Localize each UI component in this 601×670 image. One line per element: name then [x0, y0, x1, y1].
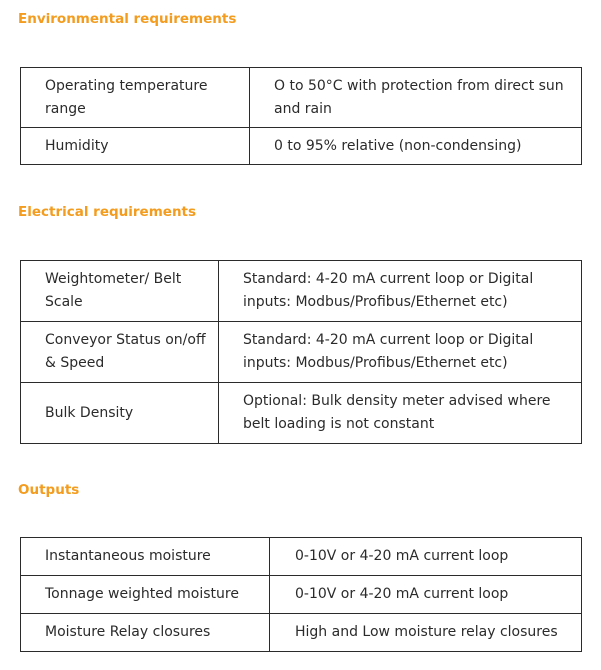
- environmental-heading: Environmental requirements: [18, 11, 237, 27]
- table-row: [21, 261, 582, 322]
- table-row: [21, 68, 582, 128]
- elec-weightometer-value: Standard: 4-20 mA current loop or Digital inputs: Modbus/Profibus/Ethernet etc): [219, 261, 582, 322]
- out-relay-value: High and Low moisture relay closures: [270, 614, 582, 652]
- outputs-heading: Outputs: [18, 482, 80, 498]
- env-temperature-value: O to 50°C with protection from direct sun and rain: [250, 68, 582, 128]
- elec-bulk-density-value: Optional: Bulk density meter advised where belt loading is not constant: [219, 383, 582, 444]
- out-instantaneous-value: 0-10V or 4-20 mA current loop: [270, 538, 582, 576]
- table-row: [21, 383, 582, 444]
- electrical-table: [20, 260, 582, 444]
- table-row: [21, 576, 582, 614]
- out-tonnage-label: Tonnage weighted moisture: [21, 576, 270, 614]
- table-row: [21, 128, 582, 165]
- table-row: [21, 538, 582, 576]
- elec-conveyor-label: Conveyor Status on/off & Speed: [21, 322, 219, 383]
- table-row: [21, 614, 582, 652]
- env-temperature-label: Operating temperature range: [21, 68, 250, 128]
- out-relay-label: Moisture Relay closures: [21, 614, 270, 652]
- env-humidity-label: Humidity: [21, 128, 250, 165]
- elec-weightometer-label: Weightometer/ Belt Scale: [21, 261, 219, 322]
- out-tonnage-value: 0-10V or 4-20 mA current loop: [270, 576, 582, 614]
- electrical-heading: Electrical requirements: [18, 204, 197, 220]
- env-humidity-value: 0 to 95% relative (non-condensing): [250, 128, 582, 165]
- outputs-table: [20, 537, 582, 652]
- out-instantaneous-label: Instantaneous moisture: [21, 538, 270, 576]
- table-row: [21, 322, 582, 383]
- elec-conveyor-value: Standard: 4-20 mA current loop or Digital inputs: Modbus/Profibus/Ethernet etc): [219, 322, 582, 383]
- elec-bulk-density-label: Bulk Density: [21, 383, 219, 444]
- environmental-table: [20, 67, 582, 165]
